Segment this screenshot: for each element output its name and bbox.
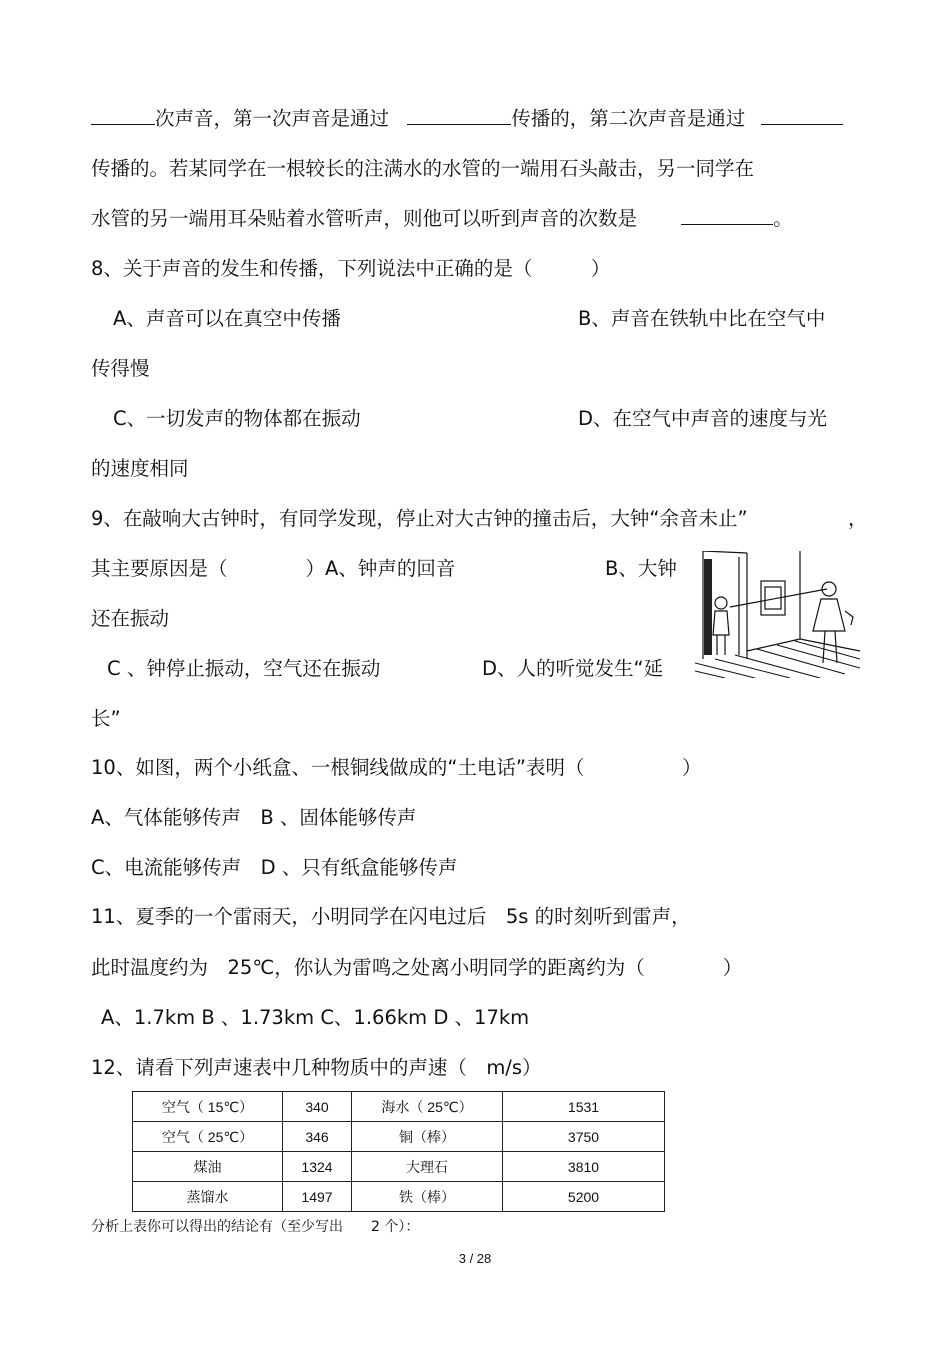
question-11-options: A、1.7km B 、1.73km C、1.66km D 、17km (101, 1006, 530, 1029)
question-9-option-b: B、大钟 (605, 557, 677, 580)
sound-speed-table (132, 1091, 665, 1212)
question-9-option-d-continued: 长” (91, 707, 121, 730)
answer-blank (91, 106, 155, 125)
question-12-stem: 12、请看下列声速表中几种物质中的声速（ m/s） (91, 1056, 542, 1079)
question-11-stem: 11、夏季的一个雷雨天，小明同学在闪电过后 5s 的时刻听到雷声， (91, 905, 691, 928)
question-8-option-d-continued: 的速度相同 (91, 457, 189, 480)
question-8-option-c: C、一切发声的物体都在振动 (113, 407, 361, 430)
table-cell: 大理石 (352, 1152, 503, 1182)
line-text: 传播的，第二次声音是通过 (511, 107, 746, 130)
table-cell: 空气（ 15℃） (133, 1092, 283, 1122)
question-9-option-c: C 、钟停止振动，空气还在振动 (107, 657, 381, 680)
table-cell: 1531 (503, 1092, 665, 1122)
table-cell: 1497 (283, 1182, 352, 1212)
table-row (133, 1152, 665, 1182)
question-9-option-b-continued: 还在振动 (91, 607, 170, 630)
paragraph-line-2: 传播的。若某同学在一根较长的注满水的水管的一端用石头敲击，另一同学在 (91, 157, 755, 180)
question-8-option-a: A、声音可以在真空中传播 (113, 307, 341, 330)
table-cell: 1324 (283, 1152, 352, 1182)
question-11-stem-2: 此时温度约为 25℃，你认为雷鸣之处离小明同学的距离约为（ ） (91, 956, 743, 979)
table-cell: 空气（ 25℃） (133, 1122, 283, 1152)
table-cell: 5200 (503, 1182, 665, 1212)
table-cell: 海水（ 25℃） (352, 1092, 503, 1122)
table-row (133, 1122, 665, 1152)
table-cell: 346 (283, 1122, 352, 1152)
table-row (133, 1092, 665, 1122)
question-8-stem: 8、关于声音的发生和传播，下列说法中正确的是（ ） (91, 257, 611, 280)
table-cell: 煤油 (133, 1152, 283, 1182)
table-cell: 铁（棒） (352, 1182, 503, 1212)
question-9-stem: 9、在敲响大古钟时，有同学发现，停止对大古钟的撞击后，大钟“余音未止” (91, 507, 748, 530)
question-8-option-d: D、在空气中声音的速度与光 (578, 407, 828, 430)
fill-blank-line-3 (91, 206, 793, 232)
table-cell: 3750 (503, 1122, 665, 1152)
table-cell: 蒸馏水 (133, 1182, 283, 1212)
question-9-stem-comma: ， (848, 507, 868, 530)
question-10-stem: 10、如图，两个小纸盒、一根铜线做成的“土电话”表明（ ） (91, 756, 702, 779)
question-8-option-b-continued: 传得慢 (91, 357, 150, 380)
question-10-options-ab: A、气体能够传声 B 、固体能够传声 (91, 806, 417, 829)
string-telephone-illustration (695, 551, 860, 682)
question-9-stem-2: 其主要原因是（ ）A、钟声的回音 (91, 557, 456, 580)
line-text: 。 (773, 207, 793, 230)
question-10-options-cd: C、电流能够传声 D 、只有纸盒能够传声 (91, 856, 458, 879)
question-12-note: 分析上表你可以得出的结论有（至少写出 2 个）： (91, 1219, 420, 1235)
table-cell: 340 (283, 1092, 352, 1122)
line-text: 水管的另一端用耳朵贴着水管听声，则他可以听到声音的次数是 (91, 207, 638, 230)
question-9-option-d: D、人的听觉发生“延 (482, 657, 664, 680)
answer-blank (681, 206, 773, 225)
question-8-option-b: B、声音在铁轨中比在空气中 (578, 307, 826, 330)
answer-blank (761, 106, 843, 125)
table-row (133, 1182, 665, 1212)
page-number: 3 / 28 (458, 1251, 492, 1266)
fill-blank-line-1 (91, 106, 843, 132)
line-text: 次声音，第一次声音是通过 (155, 107, 390, 130)
answer-blank (407, 106, 511, 125)
string-telephone-drawing (695, 551, 860, 678)
table-cell: 3810 (503, 1152, 665, 1182)
table-cell: 铜（棒） (352, 1122, 503, 1152)
